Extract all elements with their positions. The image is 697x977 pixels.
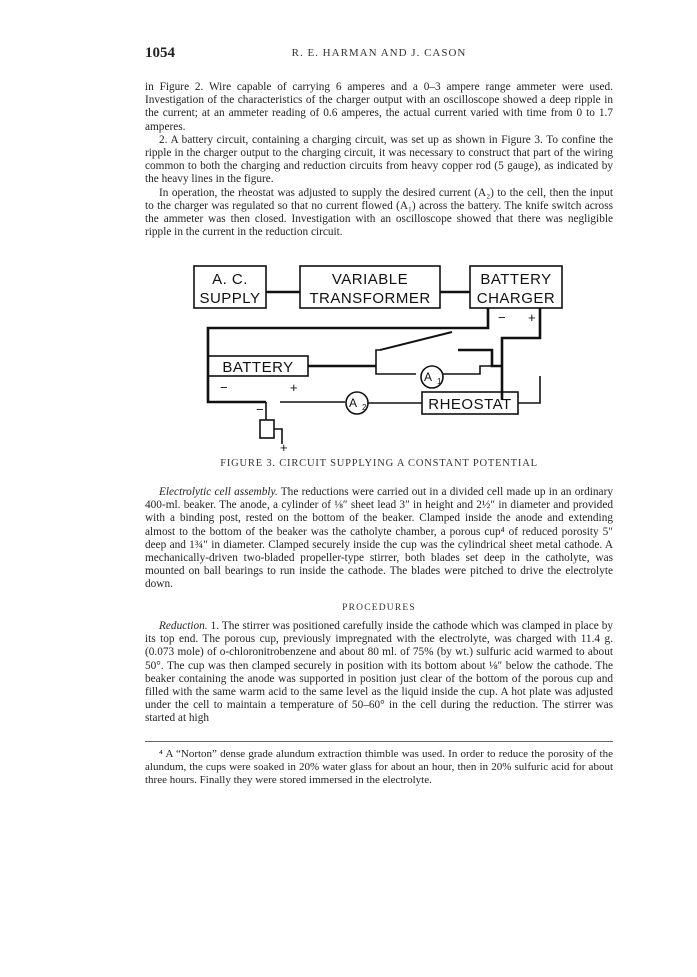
- charger-plus-sign: +: [528, 310, 536, 325]
- paragraph-lead: Electrolytic cell assembly.: [159, 486, 278, 498]
- page-header: [145, 45, 613, 63]
- paragraph-body: 1. The stirrer was positioned carefully inside the cathode which was clamped in place by its top end. The porous cup, previously impregnated with the electrolyte, was charged with 11.4 g. (0.073 mole) of o-chloronitrobenzene and about 80 ml. of 75% (by wt.) sulfuric acid warmed to about 50°. The cup was then clamped securely in position with its bottom about ⅛″ below the cathode. The beaker containing the anode was supported in position just clear of the bottom of the porous cup and filled with the same warm acid to the same level as the liquid inside the cup. A hot plate was adjusted under the cell to maintain a temperature of 50–60° in the cell during the reduction. The stirrer was started at high: [145, 620, 613, 725]
- paragraph: in Figure 2. Wire capable of carrying 6 amperes and a 0–3 ampere range ammeter were used. Investigation of the characteristics of the charger output with an oscilloscope showed a deep ripple in the current; at an ammeter reading of 0.6 amperes, the actual current varied with time from 0 to 1.7 amperes.: [145, 81, 613, 133]
- cell-plus-sign: +: [280, 440, 288, 454]
- charger-label-2: CHARGER: [476, 290, 556, 307]
- footnote-text: ⁴ A “Norton” dense grade alundum extraction thimble was used. In order to reduce the porosity of the alundum, the cups were soaked in 20% water glass for about an hour, then in 20% sulfuric acid for about three hours. Finally they were stored immersed in the electrolyte.: [145, 748, 613, 787]
- ac-supply-label-1: A. C.: [212, 271, 248, 288]
- ammeter-a2-subscript: 2: [362, 403, 367, 412]
- ammeter-a1-subscript: 1: [437, 377, 442, 386]
- charger-minus-sign: −: [498, 310, 506, 325]
- circuit-diagram: [180, 262, 570, 454]
- running-head: R. E. HARMAN AND J. CASON: [291, 47, 467, 59]
- body-text-mid: [145, 486, 613, 592]
- ammeter-a2-label: A: [348, 396, 358, 410]
- figure-caption: FIGURE 3. CIRCUIT SUPPLYING A CONSTANT POTENTIAL: [220, 458, 538, 469]
- page-number: 1054: [145, 45, 175, 61]
- charger-label-1: BATTERY: [480, 271, 552, 288]
- transformer-label-1: VARIABLE: [331, 271, 409, 288]
- ammeter-a1-label: A: [423, 370, 433, 384]
- ac-supply-label-2: SUPPLY: [199, 290, 261, 307]
- section-heading: PROCEDURES: [342, 603, 416, 613]
- body-text-bottom: [145, 620, 613, 726]
- battery-label: BATTERY: [222, 359, 294, 376]
- transformer-label-2: TRANSFORMER: [309, 290, 431, 307]
- body-text-top: [145, 81, 613, 239]
- battery-plus-sign: +: [290, 380, 298, 395]
- paragraph: [145, 620, 613, 726]
- paragraph: [145, 486, 613, 592]
- cell-minus-sign: −: [256, 402, 264, 417]
- paragraph-lead: Reduction.: [159, 620, 208, 632]
- footnote-rule: [145, 741, 613, 742]
- paragraph: In operation, the rheostat was adjusted to supply the desired current (A₂) to the cell, then the input to the charger was regulated so that no current flowed (A₁) across the battery. The knife switch across the ammeter was then closed. Investigation with an oscilloscope showed that there was negligible ripple in the current in the reduction circuit.: [145, 186, 613, 239]
- rheostat-label: RHEOSTAT: [428, 396, 512, 413]
- paragraph: 2. A battery circuit, containing a charging circuit, was set up as shown in Figure 3. To confine the ripple in the charger output to the charging circuit, it was necessary to construct that part of the wiring common to both the charging and reduction circuits from heavy copper rod (5 gauge), as indicated by the heavy lines in the figure.: [145, 133, 613, 186]
- battery-minus-sign: −: [220, 380, 228, 395]
- footnote: [145, 748, 613, 788]
- cell-body: [260, 420, 274, 438]
- paragraph-body: The reductions were carried out in a divided cell made up in an ordinary 400-ml. beaker. The anode, a cylinder of ⅛″ sheet lead 3″ in height and 2½″ in diameter and provided with a binding post, rested on the bottom of the beaker. Clamped inside the anode and extending almost to the bottom of the beaker was the catholyte chamber, a porous cup⁴ of reduced porosity 5″ deep and 1¾″ in diameter. Clamped securely inside the cup was the cylindrical sheet metal cathode. A mechanically-driven two-bladed propeller-type stirrer, both blades set deep in the catholyte, was mounted on ball bearings to run inside the cathode. The blades were pitched to drive the electrolyte down.: [145, 486, 613, 591]
